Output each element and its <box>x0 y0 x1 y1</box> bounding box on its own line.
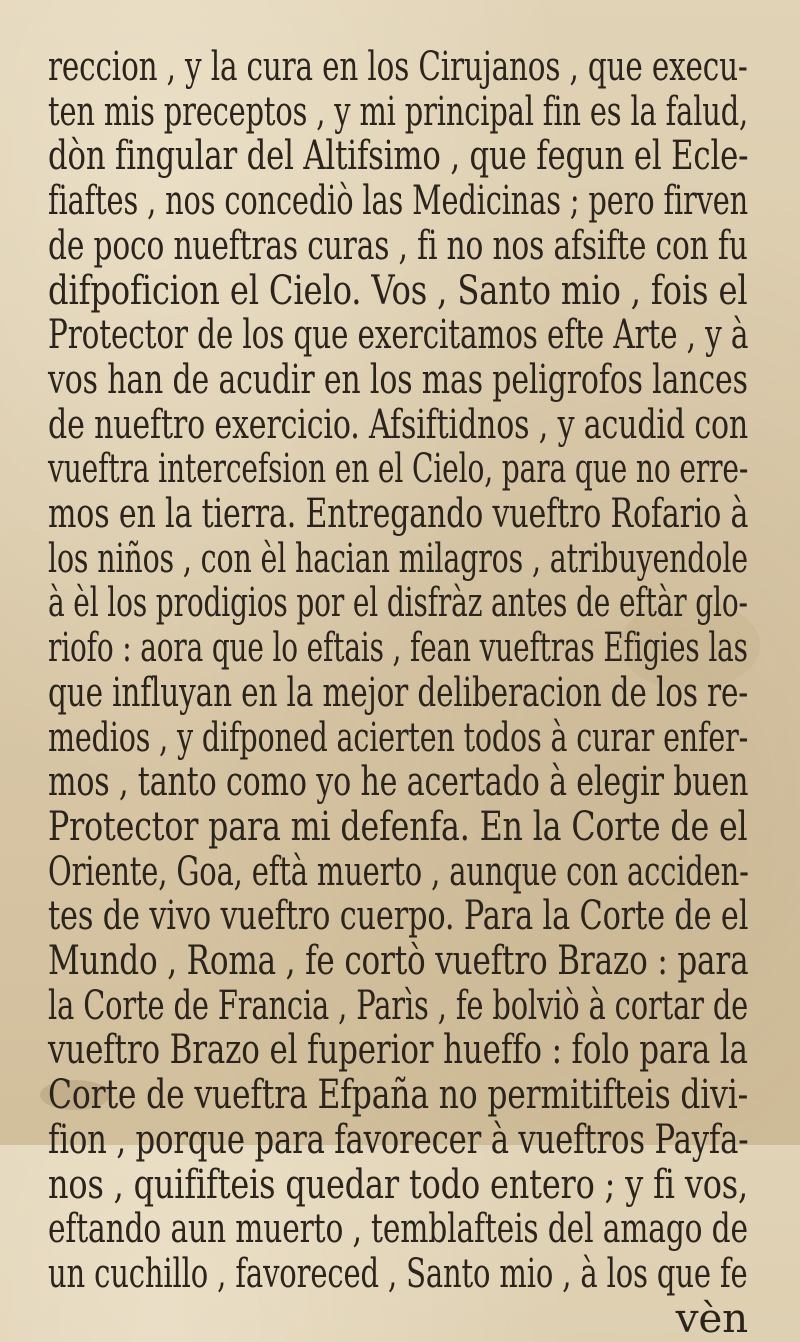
text-line: mos en la tierra. Entregando vueftro Rofario à <box>48 489 749 538</box>
text-line: vueftro Brazo el fuperior hueffo : folo para la <box>48 1025 748 1074</box>
catchword: vèn <box>675 1293 748 1342</box>
text-line: Protector de los que exercitamos efte Arte , y à <box>48 310 749 359</box>
text-line: la Corte de Francia , Parìs , fe bolviò à cortar de <box>48 980 749 1029</box>
text-line: dòn fingular del Altifsimo , que fegun el Ecle- <box>48 131 749 180</box>
text-line: vos han de acudir en los mas peligrofos lances <box>48 354 748 403</box>
text-line: nos , quififteis quedar todo entero ; y fi vos, <box>48 1159 748 1208</box>
text-line: reccion , y la cura en los Cirujanos , que execu- <box>48 42 748 90</box>
text-line: Oriente, Goa, eftà muerto , aunque con acciden- <box>48 846 749 895</box>
text-line: los niños , con èl hacian milagros , atribuyendole <box>48 533 748 582</box>
text-line: mos , tanto como yo he acertado à elegir buen <box>48 757 749 806</box>
text-line: Mundo , Roma , fe cortò vueftro Brazo : para <box>48 936 749 985</box>
text-line: vueftra intercefsion en el Cielo, para que no erre- <box>48 444 749 493</box>
text-line: tes de vivo vueftro cuerpo. Para la Corte de el <box>48 891 749 940</box>
text-line: à èl los prodigios por el disfràz antes de eftàr glo- <box>48 578 748 627</box>
text-line: de poco nueftras curas , fi no nos afsifte con fu <box>48 220 748 269</box>
text-line: eftando aun muerto , temblafteis del amago de <box>48 1204 748 1253</box>
text-line: fion , porque para favorecer à vueftros Payfa- <box>48 1114 749 1163</box>
text-line: difpoficion el Cielo. Vos , Santo mio , fois el <box>48 265 748 314</box>
text-line: Protector para mi defenfa. En la Corte de el <box>48 801 748 850</box>
text-line: Corte de vueftra Efpaña no permitifteis divi- <box>48 1070 749 1119</box>
text-line: que influyan en la mejor deliberacion de los re- <box>48 667 749 716</box>
text-line: un cuchillo , favoreced , Santo mio , à los que fe <box>48 1248 748 1297</box>
text-line: ten mis preceptos , y mi principal fin es la falud, <box>48 86 749 135</box>
text-line: de nueftro exercicio. Afsiftidnos , y acudid con <box>48 399 749 448</box>
body-text <box>48 44 748 1340</box>
text-line: medios , y difponed acierten todos à curar enfer- <box>48 712 749 761</box>
text-line: riofo : aora que lo eftais , fean vueftras Efigies las <box>48 623 748 672</box>
text-line: fiaftes , nos concediò las Medicinas ; pero firven <box>48 176 749 225</box>
